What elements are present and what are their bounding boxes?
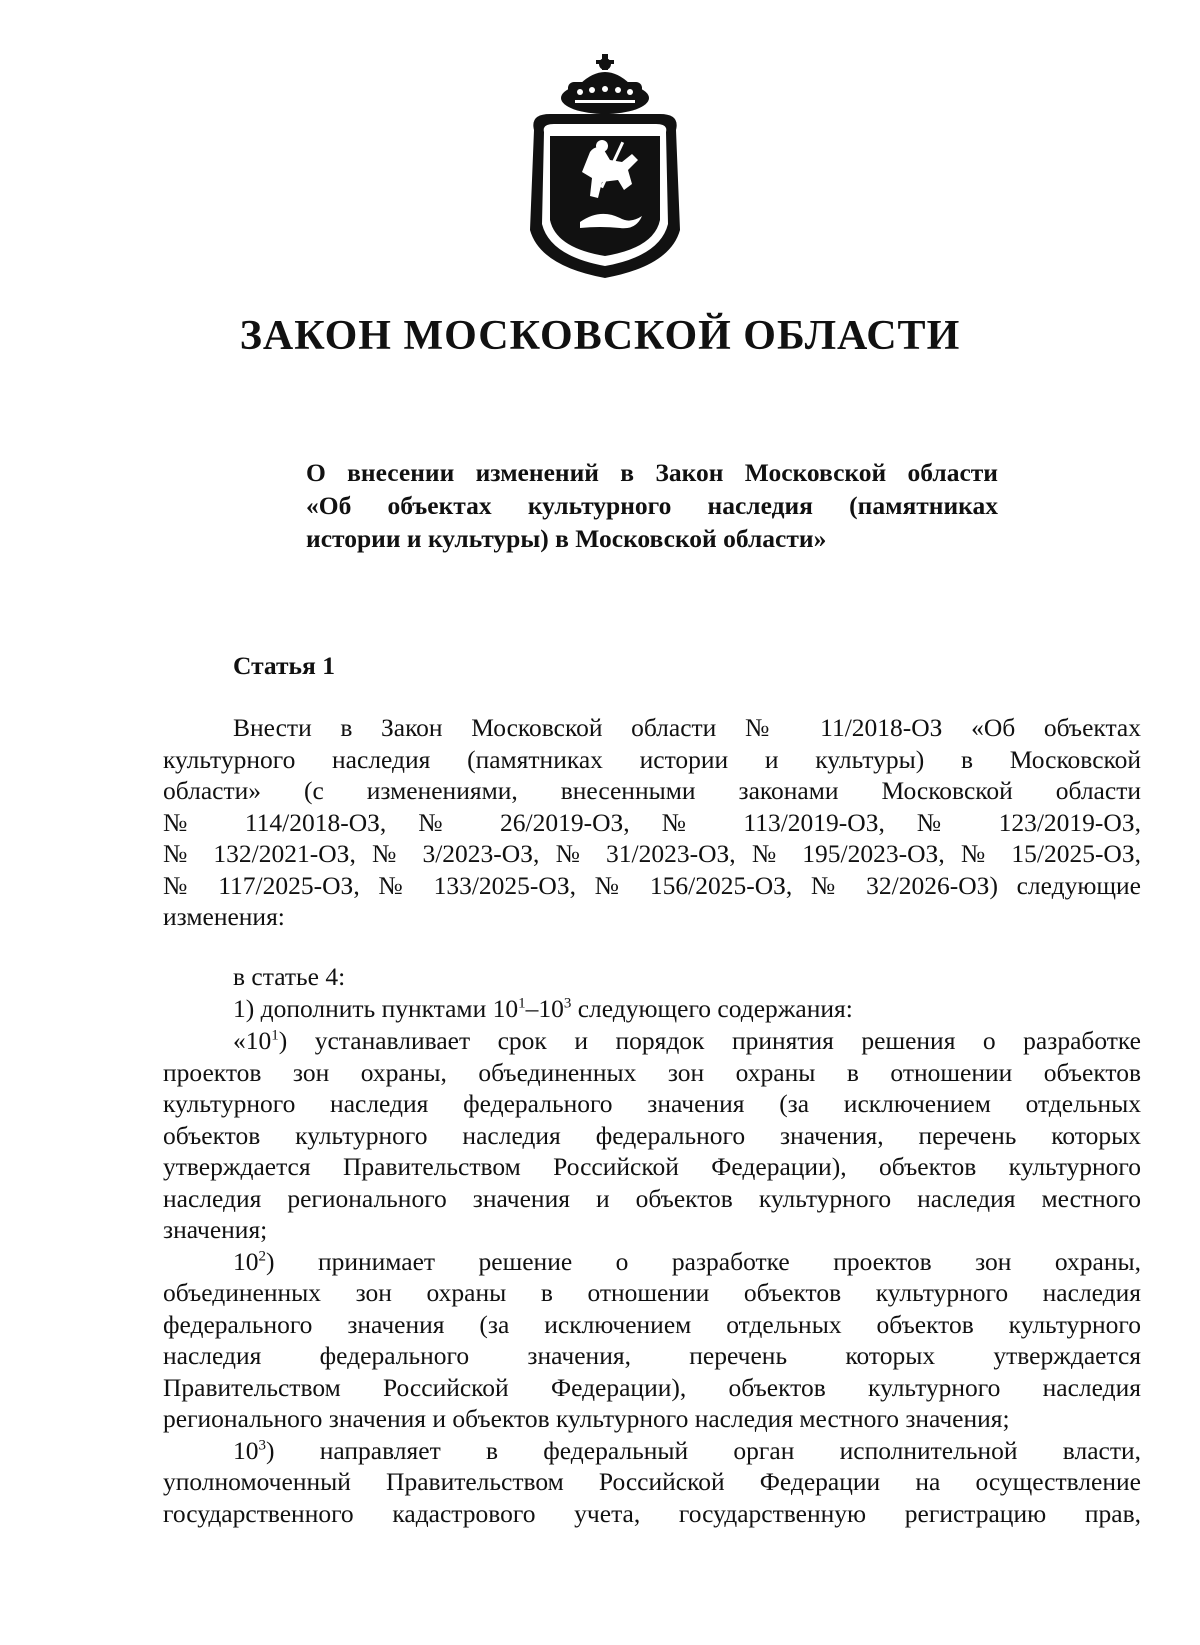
text-line: объектов культурного наследия федерального значения, перечень которых	[163, 1120, 1141, 1150]
item1-before: 1) дополнить пунктами 10	[233, 993, 519, 1023]
text-line: в статье 4:	[233, 962, 346, 991]
clauses	[163, 1025, 1141, 1529]
clause-10-1-lead	[163, 1025, 1141, 1057]
text-line: уполномоченный Правительством Российской Федерации на осуществление	[163, 1467, 1141, 1496]
clause-sup: 2	[258, 1248, 266, 1264]
subtitle-line: «Об объектах культурного наследия (памятниках	[306, 491, 998, 520]
text-line: утверждается Правительством Российской Федерации), объектов культурного	[163, 1152, 1141, 1181]
item1-after: следующего содержания:	[571, 993, 853, 1023]
text-line: № 114/2018-ОЗ, № 26/2019-ОЗ, № 113/2019-ОЗ, № 123/2019-ОЗ,	[163, 807, 1141, 837]
text-line: значения;	[163, 1215, 268, 1244]
law-title: ЗАКОН МОСКОВСКОЙ ОБЛАСТИ	[239, 313, 961, 359]
item1-sup1: 1	[518, 995, 526, 1011]
text-line: наследия федерального значения, перечень которых утверждается	[163, 1341, 1141, 1370]
law-subtitle	[306, 456, 998, 555]
subtitle-line: О внесении изменений в Закон Московской области	[306, 458, 998, 487]
text-line: Правительством Российской Федерации), объектов культурного наследия	[163, 1372, 1141, 1402]
clause-text: ) принимает решение о разработке проектов зон охраны,	[266, 1246, 1141, 1276]
text-line: проектов зон охраны, объединенных зон охраны в отношении объектов	[163, 1057, 1141, 1087]
text-line: изменения:	[163, 902, 285, 931]
clause-text: ) направляет в федеральный орган исполнительной власти,	[266, 1435, 1141, 1465]
clause-10-2-lead	[163, 1246, 1141, 1278]
clause-text: ) устанавливает срок и порядок принятия решения о разработке	[278, 1026, 1141, 1055]
article-heading: Статья 1	[233, 651, 335, 680]
text-line: культурного наследия (памятниках истории и культуры) в Московской	[163, 744, 1141, 774]
clause-sup: 1	[271, 1027, 279, 1044]
article-paragraph	[163, 712, 1141, 933]
text-line: № 117/2025-ОЗ, № 133/2025-ОЗ, № 156/2025-ОЗ, № 32/2026-ОЗ) следующие	[163, 870, 1141, 900]
item1-dash: –10	[525, 993, 564, 1023]
clause-number: 10	[233, 1246, 259, 1276]
text-line: федерального значения (за исключением отдельных объектов культурного	[163, 1309, 1141, 1339]
item-1	[163, 993, 1141, 1025]
text-line: наследия регионального значения и объектов культурного наследия местного	[163, 1183, 1141, 1213]
text-line: культурного наследия федерального значения (за исключением отдельных	[163, 1089, 1141, 1118]
amendment-intro	[163, 961, 1141, 1024]
clause-number: «10	[233, 1026, 272, 1055]
coat-of-arms-emblem	[520, 52, 690, 282]
item1-sup2: 3	[563, 995, 572, 1011]
text-line: № 132/2021-ОЗ, № 3/2023-ОЗ, № 31/2023-ОЗ, № 195/2023-ОЗ, № 15/2025-ОЗ,	[163, 839, 1141, 868]
clause-sup: 3	[258, 1437, 266, 1453]
clause-number: 10	[233, 1435, 259, 1465]
subtitle-line: истории и культуры) в Московской области»	[306, 524, 827, 553]
text-line: области» (с изменениями, внесенными законами Московской области	[163, 776, 1141, 805]
text-line: государственного кадастрового учета, государственную регистрацию прав,	[163, 1498, 1141, 1528]
text-line: регионального значения и объектов культурного наследия местного значения;	[163, 1404, 1010, 1433]
coat-of-arms-icon	[520, 52, 690, 282]
text-line: объединенных зон охраны в отношении объектов культурного наследия	[163, 1278, 1141, 1307]
clause-10-3-lead	[163, 1435, 1141, 1467]
text-line: Внести в Закон Московской области № 11/2018-ОЗ «Об объектах	[233, 713, 1141, 742]
